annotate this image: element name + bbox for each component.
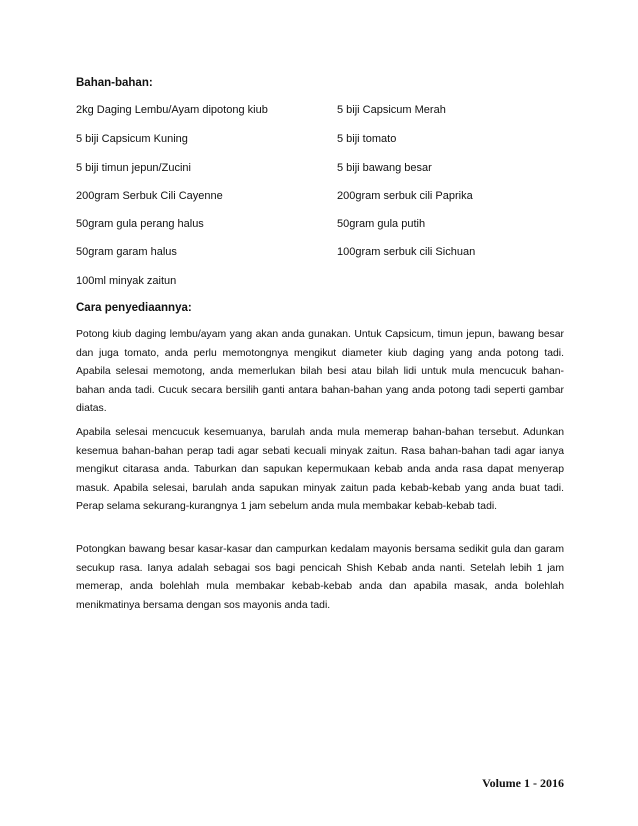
ingredient-row: [76, 161, 564, 175]
ingredient-item: 200gram Serbuk Cili Cayenne: [76, 190, 223, 202]
ingredient-item: 200gram serbuk cili Paprika: [337, 190, 473, 202]
ingredient-item: 50gram gula putih: [337, 218, 426, 230]
ingredient-row: [76, 132, 564, 146]
method-heading: Cara penyediaannya:: [76, 302, 192, 314]
document-page: [76, 0, 564, 826]
ingredient-item: 100gram serbuk cili Sichuan: [337, 246, 476, 258]
ingredient-item: 5 biji Capsicum Merah: [337, 104, 446, 116]
ingredient-item: 2kg Daging Lembu/Ayam dipotong kiub: [76, 104, 268, 116]
ingredient-row: [76, 274, 564, 288]
footer-volume: Volume 1 - 2016: [482, 776, 564, 790]
ingredient-row: [76, 103, 564, 117]
method-paragraph: Potong kiub daging lembu/ayam yang akan anda gunakan. Untuk Capsicum, timun jepun, bawang besar dan juga tomato, anda perlu memotongnya mengikut diameter kiub daging yang anda potong tadi. Apabila selesai memotong, anda memerlukan bilah besi atau bilah lidi untuk mula mencucuk bahan-bahan anda tadi. Cucuk secara bersilih ganti antara bahan-bahan yang anda potong tadi seperti gambar diatas.: [76, 329, 564, 415]
method-paragraph: Apabila selesai mencucuk kesemuanya, barulah anda mula memerap bahan-bahan tersebut. Adunkan kesemua bahan-bahan perap tadi agar sebati kecuali minyak zaitun. Rasa bahan-bahan tadi agar ianya mengikut citarasa anda. Taburkan dan sapukan kepermukaan kebab anda anda rasa dapat menyerap masuk. Apabila selesai, barulah anda sapukan minyak zaitun pada kebab-kebab yang anda buat tadi. Perap selama sekurang-kurangnya 1 jam sebelum anda mula membakar kebab-kebab tadi.: [76, 427, 564, 513]
ingredient-row: [76, 217, 564, 231]
ingredient-row: [76, 189, 564, 203]
ingredient-item: 5 biji Capsicum Kuning: [76, 133, 188, 145]
ingredient-item: 5 biji bawang besar: [337, 162, 432, 174]
ingredient-item: 5 biji tomato: [337, 133, 397, 145]
ingredients-heading: Bahan-bahan:: [76, 77, 153, 89]
ingredient-item: 100ml minyak zaitun: [76, 275, 177, 287]
method-paragraph: Potongkan bawang besar kasar-kasar dan campurkan kedalam mayonis bersama sedikit gula dan garam secukup rasa. Ianya adalah sebagai sos bagi pencicah Shish Kebab anda nanti. Setelah lebih 1 jam memerap, anda bolehlah mula membakar kebab-kebab anda dan apabila masak, anda bolehlah menikmatinya bersama dengan sos mayonis anda tadi.: [76, 544, 564, 611]
ingredient-item: 50gram garam halus: [76, 246, 177, 258]
ingredient-item: 5 biji timun jepun/Zucini: [76, 162, 191, 174]
ingredient-row: [76, 245, 564, 259]
ingredient-item: 50gram gula perang halus: [76, 218, 204, 230]
